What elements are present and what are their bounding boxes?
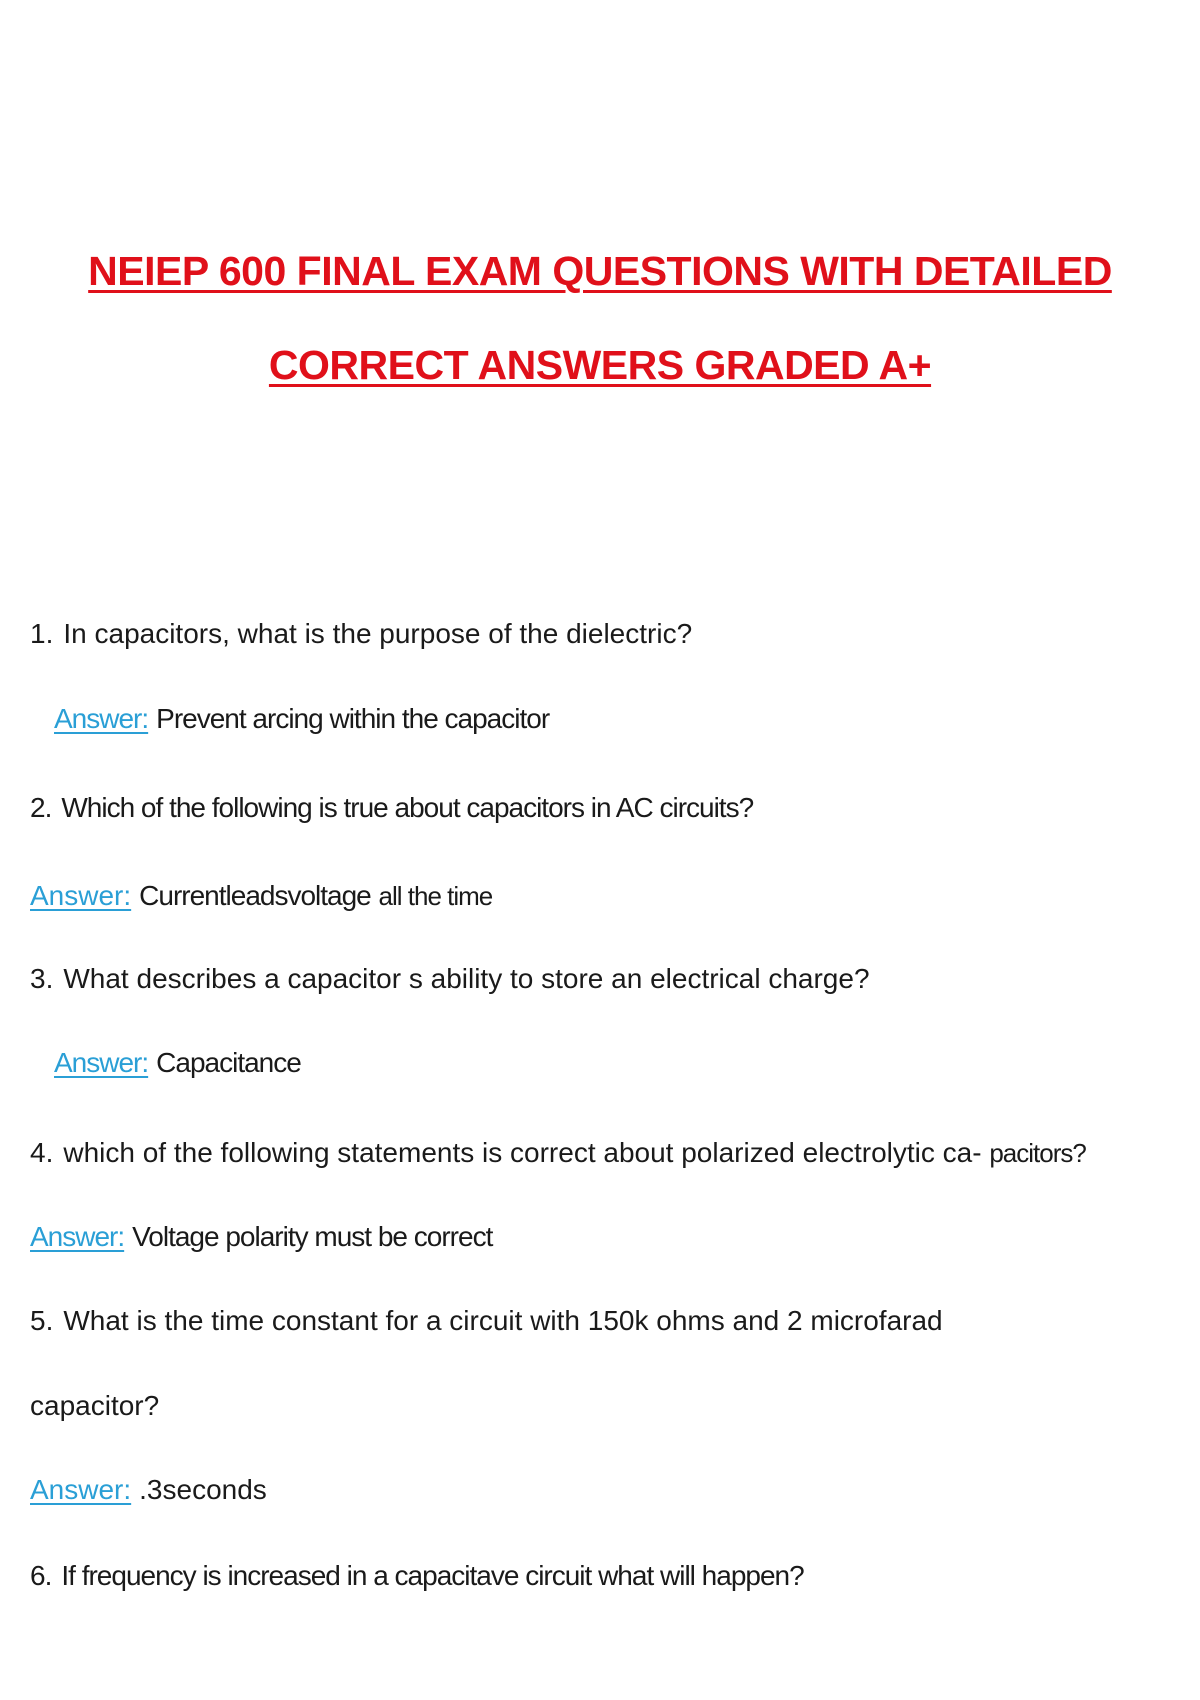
answer-1	[54, 703, 549, 735]
question-5	[30, 1305, 943, 1337]
answer-label: Answer:	[30, 1474, 132, 1505]
question-text-cont: capacitor?	[30, 1390, 160, 1421]
answer-2	[30, 880, 492, 912]
question-text: Which of the following is true about capacitors in AC circuits?	[61, 792, 754, 823]
question-4	[30, 1137, 1086, 1169]
document-title-line-2	[0, 342, 1200, 389]
answer-text: Prevent arcing within the capacitor	[156, 703, 550, 734]
answer-text: Capacitance	[156, 1047, 301, 1078]
answer-label: Answer:	[54, 1047, 149, 1078]
question-text: which of the following statements is correct about polarized electrolytic ca-	[63, 1137, 982, 1168]
question-text: What is the time constant for a circuit with 150k ohms and 2 microfarad	[63, 1305, 943, 1336]
question-text: In capacitors, what is the purpose of the dielectric?	[63, 618, 693, 649]
question-text: If frequency is increased in a capacitave circuit what will happen?	[61, 1560, 804, 1591]
question-number: 4.	[30, 1137, 54, 1168]
title-text-2: CORRECT ANSWERS GRADED A+	[268, 342, 932, 388]
question-1	[30, 618, 692, 650]
question-2	[30, 792, 753, 824]
question-5-continued	[30, 1390, 159, 1422]
question-6	[30, 1560, 804, 1592]
question-3	[30, 963, 870, 995]
answer-text-cont: all the time	[378, 881, 493, 911]
document-title-line-1	[0, 248, 1200, 295]
question-number: 3.	[30, 963, 54, 994]
answer-label: Answer:	[30, 1221, 125, 1252]
question-number: 2.	[30, 792, 52, 823]
answer-text: Currentleadsvoltage	[139, 880, 371, 911]
question-text: What describes a capacitor s ability to store an electrical charge?	[63, 963, 870, 994]
answer-text: .3seconds	[139, 1474, 267, 1505]
question-text-tail: pacitors?	[989, 1138, 1086, 1168]
answer-text: Voltage polarity must be correct	[132, 1221, 493, 1252]
title-text-1: NEIEP 600 FINAL EXAM QUESTIONS WITH DETAILED	[88, 248, 1112, 294]
question-number: 6.	[30, 1560, 52, 1591]
question-number: 1.	[30, 618, 54, 649]
answer-5	[30, 1474, 267, 1506]
question-number: 5.	[30, 1305, 54, 1336]
answer-label: Answer:	[30, 880, 132, 911]
answer-3	[54, 1047, 301, 1079]
answer-4	[30, 1221, 492, 1253]
answer-label: Answer:	[54, 703, 149, 734]
